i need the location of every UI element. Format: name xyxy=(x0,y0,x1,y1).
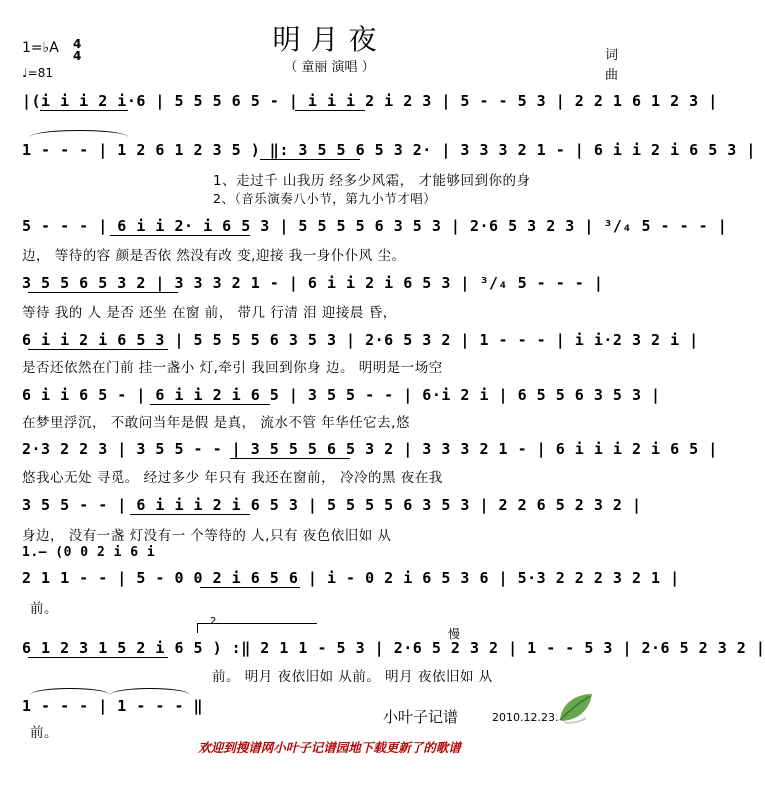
beam-line xyxy=(28,292,178,293)
lyric-line-6: 在梦里浮沉， 不敢问当年是假 是真， 流水不管 年华任它去,悠 xyxy=(22,415,410,431)
beam-line xyxy=(130,514,250,515)
score-line-11: 1 - - - | 1 - - - ‖ xyxy=(22,697,204,715)
meter-top: 4 xyxy=(73,37,82,51)
leaf-logo-icon xyxy=(556,690,596,726)
lyric-line-9: 前。 xyxy=(30,601,58,617)
key-signature: 1=♭A xyxy=(22,40,59,56)
tempo-marking: ♩=81 xyxy=(22,66,53,80)
lyric-line-7: 悠我心无处 寻觅。 经过多少 年只有 我还在窗前， 冷冷的黑 夜在我 xyxy=(22,470,443,486)
footer-note: 欢迎到搜谱网小叶子记谱园地下载更新了的歌谱 xyxy=(198,740,461,755)
beam-line xyxy=(40,110,128,111)
lyric-line-4: 等待 我的 人 是否 还坐 在窗 前， 带几 行清 泪 迎接晨 昏， xyxy=(22,305,397,321)
tie-arc xyxy=(110,688,190,695)
score-line-1: |(i i i 2 i·6 | 5 5 5 6 5 - | i i i 2 i 2 3 | 5 - - 5 3 | 2 2 1 6 1 2 3 | xyxy=(22,92,718,110)
beam-line xyxy=(150,404,270,405)
beam-line xyxy=(28,349,168,350)
tie-arc xyxy=(30,130,128,137)
transcriber-name: 小叶子记谱 xyxy=(383,708,459,726)
score-line-3: 5 - - - | 6 i i 2· i 6 5 3 | 5 5 5 5 6 3 5 3 | 2·6 5 3 2 3 | ³/₄ 5 - - - | xyxy=(22,217,728,235)
tie-arc xyxy=(30,688,110,695)
lyric-line-5: 是否还依然在门前 挂一盏小 灯,牵引 我回到你身 边。 明明是一场空 xyxy=(22,360,443,376)
volta-bracket xyxy=(197,623,198,633)
lyric-line-2b: 2、（音乐演奏八小节，第九小节才唱） xyxy=(213,191,437,206)
composer-label: 曲 xyxy=(605,68,619,83)
beam-line xyxy=(295,110,365,111)
meter-bottom: 4 xyxy=(73,49,82,63)
score-line-7: 2·3 2 2 3 | 3 5 5 - - | 3 5 5 5 6 5 3 2 | 3 3 3 2 1 - | 6 i i i 2 i 6 5 | xyxy=(22,440,718,458)
lyric-line-3: 边， 等待的容 颜是否依 然没有改 变,迎接 我一身仆仆风 尘。 xyxy=(22,248,406,264)
score-line-4: 3 5 5 6 5 3 2 | 3 3 3 2 1 - | 6 i i 2 i 6 5 3 | ³/₄ 5 - - - | xyxy=(22,274,604,292)
beam-line xyxy=(110,235,250,236)
lyric-line-2a: 1、走过千 山我历 经多少风霜， 才能够回到你的身 xyxy=(213,173,531,189)
score-line-8: 3 5 5 - - | 6 i i i 2 i 6 5 3 | 5 5 5 5 6 3 5 3 | 2 2 6 5 2 3 2 | xyxy=(22,496,642,514)
beam-line xyxy=(28,657,168,658)
lyric-line-11: 前。 xyxy=(30,725,58,741)
beam-line xyxy=(200,587,300,588)
beam-line xyxy=(230,458,350,459)
lyric-line-8: 身边， 没有一盏 灯没有一 个等待的 人,只有 夜色依旧如 从 xyxy=(22,528,392,544)
volta-number: 2. xyxy=(210,616,220,627)
score-line-9: 2 1 1 - - | 5 - 0 0 2 i 6 5 6 | i - 0 2 i 6 5 3 6 | 5·3 2 2 2 3 2 1 | xyxy=(22,569,680,587)
score-line-2: 1 - - - | 1 2 6 1 2 3 5 ) ‖: 3 5 5 6 5 3 2· | 3 3 3 2 1 - | 6 i i 2 i 6 5 3 | xyxy=(22,141,756,159)
time-signature xyxy=(73,38,81,62)
tempo-slow: 慢 xyxy=(448,627,461,641)
lyricist-label: 词 xyxy=(605,48,619,63)
transcribe-date: 2010.12.23. xyxy=(492,711,559,724)
score-line-5: 6 i i 2 i 6 5 3 | 5 5 5 5 6 3 5 3 | 2·6 5 3 2 | 1 - - - | i i·2 3 2 i | xyxy=(22,331,699,349)
song-title: 明月夜 xyxy=(272,23,387,56)
score-line-9-intro: 1.— (0 0 2 i 6 i xyxy=(22,545,156,560)
lyric-line-10: 前。 明月 夜依旧如 从前。 明月 夜依旧如 从 xyxy=(212,669,493,685)
singer-credit: （ 童丽 演唱 ） xyxy=(284,60,375,75)
score-line-10: 6 1 2 3 1 5 2 i 6 5 ) :‖ 2 1 1 - 5 3 | 2·6 5 2 3 2 | 1 - - 5 3 | 2·6 5 2 3 2 | xyxy=(22,639,765,657)
score-line-6: 6 i i 6 5 - | 6 i i 2 i 6 5 | 3 5 5 - - | 6·i 2 i | 6 5 5 6 3 5 3 | xyxy=(22,386,661,404)
beam-line xyxy=(260,159,360,160)
